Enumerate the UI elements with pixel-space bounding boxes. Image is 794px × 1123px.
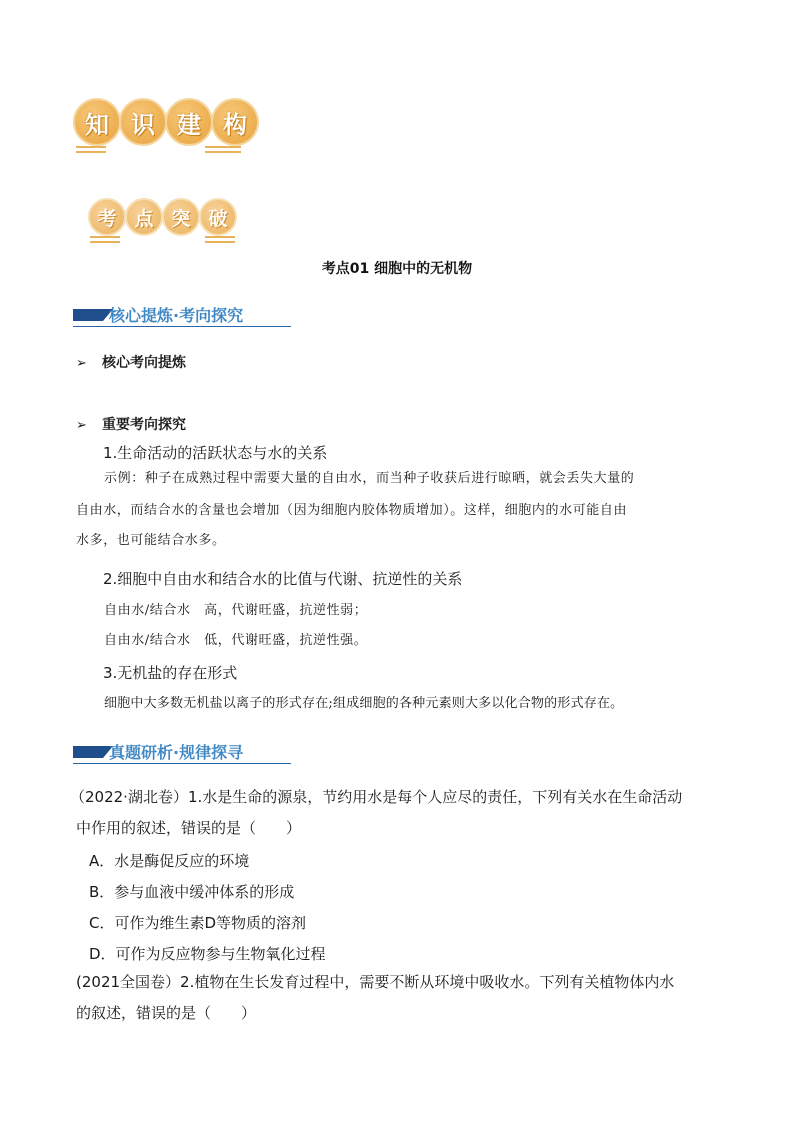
subtopic-3: 3.无机盐的存在形式 (103, 664, 238, 682)
point-title: 考点01 细胞中的无机物 (321, 261, 473, 277)
header-bar (73, 746, 103, 758)
paragraph-line: 自由水，而结合水的含量也会增加（因为细胞内胶体物质增加）。这样，细胞内的水可能自由 (76, 503, 628, 518)
subtopic-1: 1.生命活动的活跃状态与水的关系 (103, 444, 328, 462)
salt-line: 细胞中大多数无机盐以离子的形式存在;组成细胞的各种元素则大多以化合物的形式存在。 (104, 696, 624, 711)
section-header-label: 核心提炼·考向探究 (109, 306, 244, 325)
badge-underline (205, 146, 241, 156)
badge-char: 知 (73, 98, 121, 146)
question-1-line: （2022·湖北卷）1.水是生命的源泉，节约用水是每个人应尽的责任，下列有关水在生命活动 (70, 788, 683, 806)
section-header-exam (73, 738, 291, 764)
badge-char: 突 (162, 198, 200, 236)
option-c: C．可作为维生素D等物质的溶剂 (89, 914, 307, 932)
badge-title-knowledge (73, 98, 257, 146)
arrow-item-label: 重要考向探究 (102, 417, 186, 433)
badge-char: 考 (88, 198, 126, 236)
paragraph-line: 水多，也可能结合水多。 (76, 533, 226, 548)
arrow-item-important (76, 414, 186, 434)
badge-char: 建 (165, 98, 213, 146)
badge-title-breakthrough (88, 198, 236, 236)
question-1-line: 中作用的叙述，错误的是（ ） (76, 819, 302, 837)
badge-char: 识 (119, 98, 167, 146)
badge-underline (205, 236, 235, 246)
paragraph-line: 示例：种子在成熟过程中需要大量的自由水，而当种子收获后进行晾晒，就会丢失大量的 (104, 471, 635, 486)
arrow-right-icon: ➢ (76, 356, 87, 371)
ratio-line: 自由水/结合水 低，代谢旺盛，抗逆性强。 (104, 633, 368, 648)
header-bar (73, 309, 103, 321)
badge-char: 点 (125, 198, 163, 236)
subtopic-2: 2.细胞中自由水和结合水的比值与代谢、抗逆性的关系 (103, 570, 463, 588)
header-rule (73, 326, 291, 327)
arrow-item-core (76, 352, 186, 372)
arrow-right-icon: ➢ (76, 418, 87, 433)
question-2-line: (2021全国卷）2.植物在生长发育过程中，需要不断从环境中吸收水。下列有关植物体内水 (76, 973, 675, 991)
section-header-core (73, 301, 291, 327)
arrow-item-label: 核心考向提炼 (102, 355, 186, 371)
badge-char: 破 (199, 198, 237, 236)
option-a: A．水是酶促反应的环境 (89, 852, 250, 870)
badge-underline (90, 236, 120, 246)
ratio-line: 自由水/结合水 高，代谢旺盛，抗逆性弱； (104, 603, 368, 618)
question-2-line: 的叙述，错误的是（ ） (76, 1004, 257, 1022)
section-header-label: 真题研析·规律探寻 (109, 743, 244, 762)
badge-char: 构 (211, 98, 259, 146)
option-b: B．参与血液中缓冲体系的形成 (89, 883, 295, 901)
header-rule (73, 763, 291, 764)
option-d: D．可作为反应物参与生物氧化过程 (89, 945, 326, 963)
